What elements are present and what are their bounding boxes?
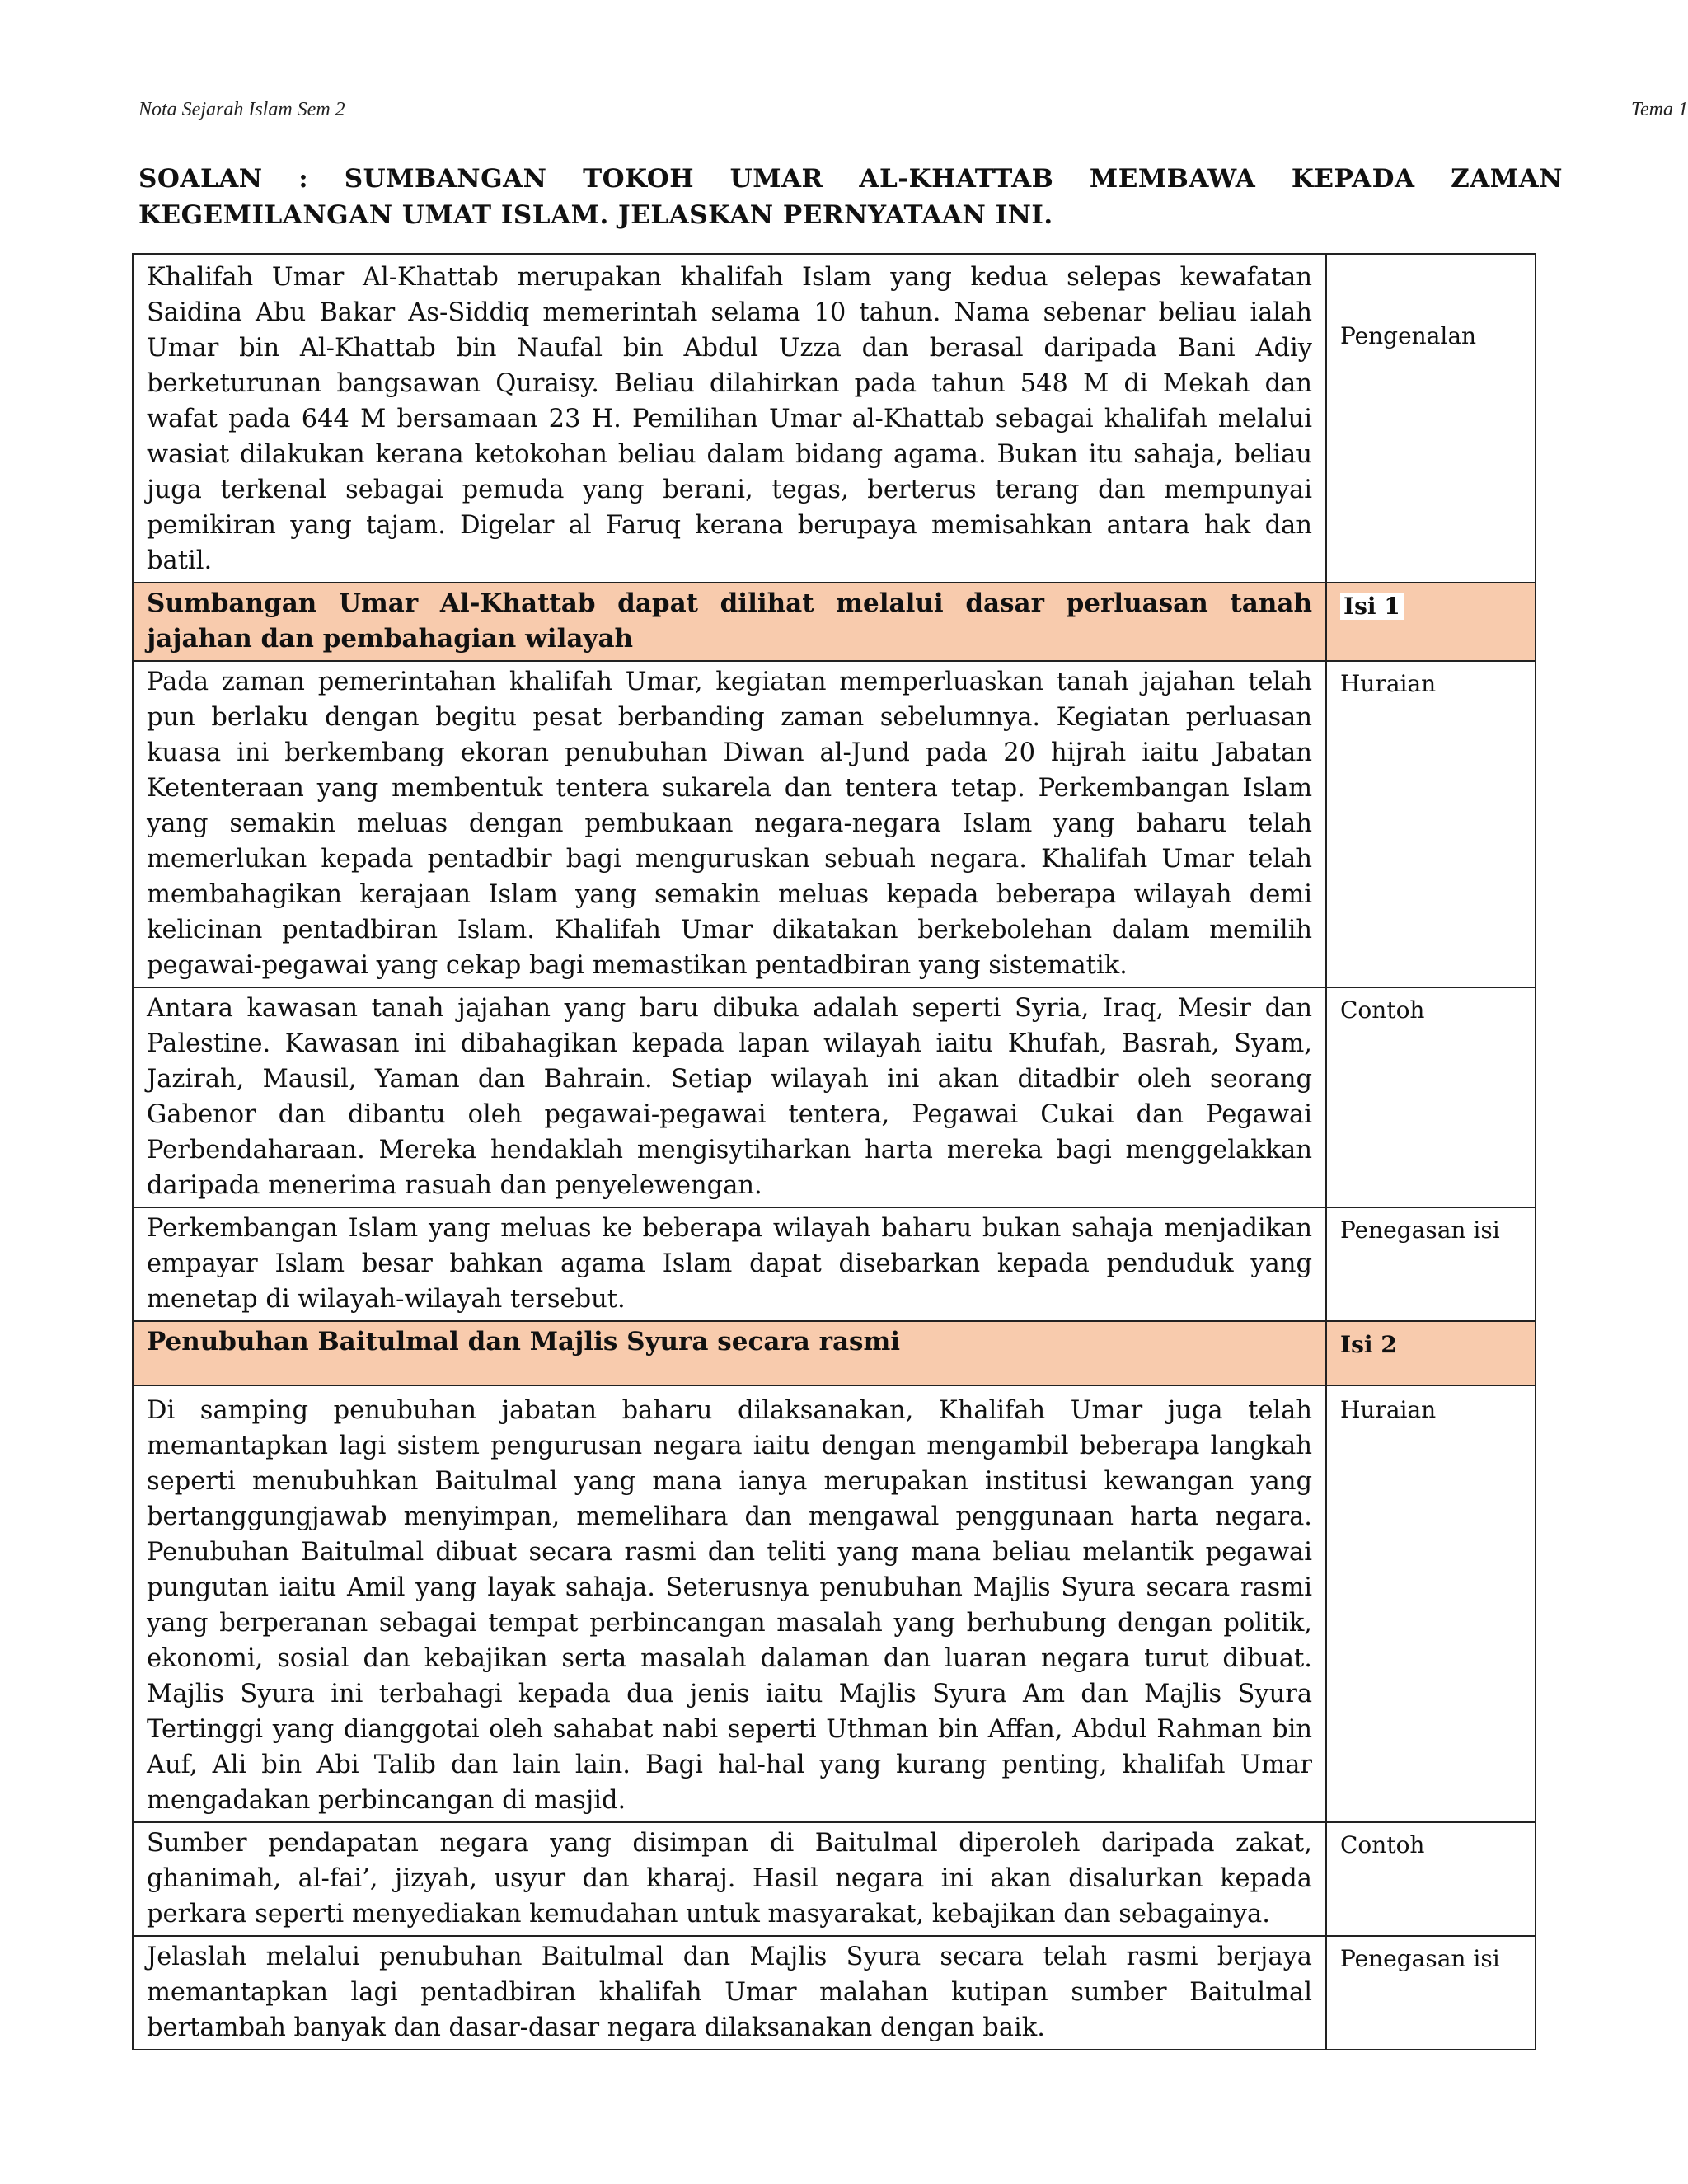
isi2-penegasan-text: Jelaslah melalui penubuhan Baitulmal dan Majlis Syura secara telah rasmi berjaya memantapkan lagi pentadbiran khalifah Umar malahan kutipan sumber Baitulmal bertambah banyak dan dasar-dasar negara dilaksanakan dengan baik.: [133, 1936, 1326, 2050]
intro-label: Pengenalan: [1326, 254, 1536, 583]
isi1-heading-text: Sumbangan Umar Al-Khattab dapat dilihat melalui dasar perluasan tanah jajahan dan pembahagian wilayah: [133, 583, 1326, 661]
isi1-heading-label-cell: [1326, 583, 1536, 661]
header-right-text: Tema 1: [1630, 99, 1688, 120]
isi2-penegasan-label: Penegasan isi: [1326, 1936, 1536, 2050]
table-row-intro: [133, 254, 1536, 583]
isi1-contoh-label: Contoh: [1326, 987, 1536, 1207]
table-row-isi1-penegasan: [133, 1207, 1536, 1321]
table-row-isi2-contoh: [133, 1822, 1536, 1936]
question-title: SOALAN : SUMBANGAN TOKOH UMAR AL-KHATTAB MEMBAWA KEPADA ZAMAN KEGEMILANGAN UMAT ISLAM. JELASKAN PERNYATAAN INI.: [138, 164, 1563, 230]
isi2-label: Isi 2: [1326, 1321, 1536, 1385]
isi1-contoh-text: Antara kawasan tanah jajahan yang baru dibuka adalah seperti Syria, Iraq, Mesir dan Palestine. Kawasan ini dibahagikan kepada lapan wilayah iaitu Khufah, Basrah, Syam, Jazirah, Mausil, Yaman dan Bahrain. Setiap wilayah ini akan ditadbir oleh seorang Gabenor dan dibantu oleh pegawai-pegawai tentera, Pegawai Cukai dan Pegawai Perbendaharaan. Mereka hendaklah mengisytiharkan harta mereka bagi menggelakkan daripada menerima rasuah dan penyelewengan.: [133, 987, 1326, 1207]
isi1-label: Isi 1: [1340, 593, 1404, 620]
notes-table: [132, 253, 1536, 2050]
table-row-isi1-contoh: [133, 987, 1536, 1207]
intro-text: Khalifah Umar Al-Khattab merupakan khalifah Islam yang kedua selepas kewafatan Saidina Abu Bakar As-Siddiq memerintah selama 10 tahun. Nama sebenar beliau ialah Umar bin Al-Khattab bin Naufal bin Abdul Uzza dan berasal daripada Bani Adiy berketurunan bangsawan Quraisy. Beliau dilahirkan pada tahun 548 M di Mekah dan wafat pada 644 M bersamaan 23 H. Pemilihan Umar al-Khattab sebagai khalifah melalui wasiat dilakukan kerana ketokohan beliau dalam bidang agama. Bukan itu sahaja, beliau juga terkenal sebagai pemuda yang berani, tegas, berterus terang dan mempunyai pemikiran yang tajam. Digelar al Faruq kerana berupaya memisahkan antara hak dan batil.: [133, 254, 1326, 583]
page-header: [138, 99, 1688, 132]
isi1-penegasan-text: Perkembangan Islam yang meluas ke beberapa wilayah baharu bukan sahaja menjadikan empayar Islam besar bahkan agama Islam dapat disebarkan kepada penduduk yang menetap di wilayah-wilayah tersebut.: [133, 1207, 1326, 1321]
isi1-penegasan-label: Penegasan isi: [1326, 1207, 1536, 1321]
isi2-huraian-label: Huraian: [1326, 1385, 1536, 1822]
isi2-heading-text: Penubuhan Baitulmal dan Majlis Syura secara rasmi: [133, 1321, 1326, 1385]
isi2-contoh-text: Sumber pendapatan negara yang disimpan di Baitulmal diperoleh daripada zakat, ghanimah, al-fai’, jizyah, usyur dan kharaj. Hasil negara ini akan disalurkan kepada perkara seperti menyediakan kemudahan untuk masyarakat, kebajikan dan sebagainya.: [133, 1822, 1326, 1936]
table-row-isi1-heading: [133, 583, 1536, 661]
table-row-isi2-heading: [133, 1321, 1536, 1385]
isi2-huraian-text: Di samping penubuhan jabatan baharu dilaksanakan, Khalifah Umar juga telah memantapkan lagi sistem pengurusan negara iaitu dengan mengambil beberapa langkah seperti menubuhkan Baitulmal yang mana ianya merupakan institusi kewangan yang bertanggungjawab menyimpan, memelihara dan mengawal penggunaan harta negara. Penubuhan Baitulmal dibuat secara rasmi dan teliti yang mana beliau melantik pegawai pungutan iaitu Amil yang layak sahaja. Seterusnya penubuhan Majlis Syura secara rasmi yang berperanan sebagai tempat perbincangan masalah yang berhubung dengan politik, ekonomi, sosial dan kebajikan serta masalah dalaman dan luaran negara turut dibuat. Majlis Syura ini terbahagi kepada dua jenis iaitu Majlis Syura Am dan Majlis Syura Tertinggi yang dianggotai oleh sahabat nabi seperti Uthman bin Affan, Abdul Rahman bin Auf, Ali bin Abi Talib dan lain lain. Bagi hal-hal yang kurang penting, khalifah Umar mengadakan perbincangan di masjid.: [133, 1385, 1326, 1822]
table-row-isi2-huraian: [133, 1385, 1536, 1822]
isi2-contoh-label: Contoh: [1326, 1822, 1536, 1936]
table-row-isi2-penegasan: [133, 1936, 1536, 2050]
isi1-huraian-label: Huraian: [1326, 661, 1536, 987]
table-row-isi1-huraian: [133, 661, 1536, 987]
isi1-huraian-text: Pada zaman pemerintahan khalifah Umar, kegiatan memperluaskan tanah jajahan telah pun berlaku dengan begitu pesat berbanding zaman sebelumnya. Kegiatan perluasan kuasa ini berkembang ekoran penubuhan Diwan al-Jund pada 20 hijrah iaitu Jabatan Ketenteraan yang membentuk tentera sukarela dan tentera tetap. Perkembangan Islam yang semakin meluas dengan pembukaan negara-negara Islam yang baharu telah memerlukan kepada pentadbir bagi menguruskan sebuah negara. Khalifah Umar telah membahagikan kerajaan Islam yang semakin meluas kepada beberapa wilayah demi kelicinan pentadbiran Islam. Khalifah Umar dikatakan berkebolehan dalam memilih pegawai-pegawai yang cekap bagi memastikan pentadbiran yang sistematik.: [133, 661, 1326, 987]
header-left-text: Nota Sejarah Islam Sem 2: [138, 99, 345, 120]
